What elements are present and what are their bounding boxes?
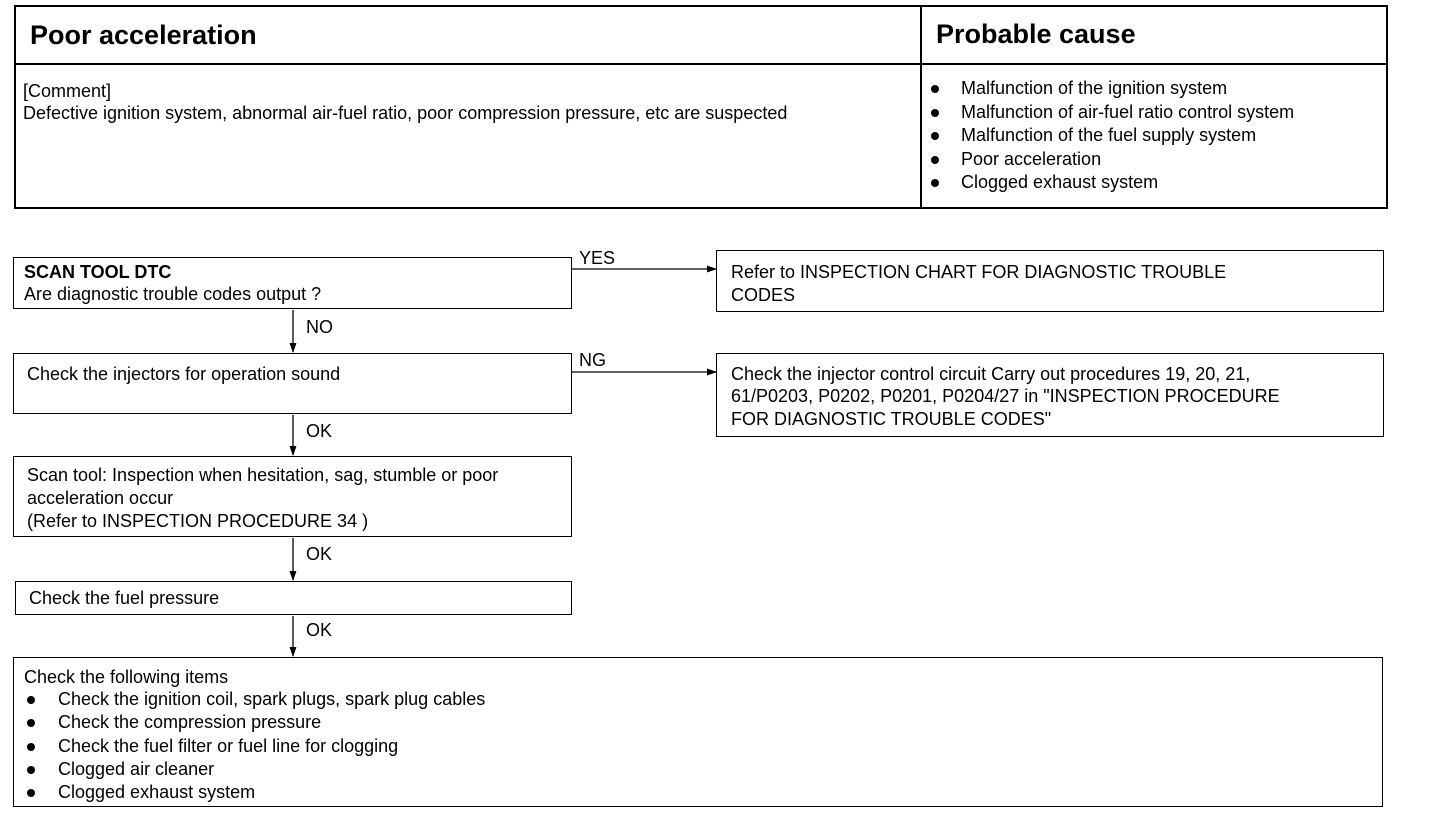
symptom-title: Poor acceleration [30,20,257,50]
probable-cause-title: Probable cause [936,19,1136,49]
step3-line1: Scan tool: Inspection when hesitation, sag, stumble or poor [27,465,499,485]
bullet-icon [27,719,35,727]
step4-text: Check the fuel pressure [29,588,220,608]
dtc-chart-line2: CODES [731,285,796,305]
step1-title: SCAN TOOL DTC [24,262,172,282]
injector-circuit-line3: FOR DIAGNOSTIC TROUBLE CODES" [731,409,1052,429]
list-item: Check the ignition coil, spark plugs, spark plug cables [24,688,485,711]
ok-label-2: OK [306,544,333,564]
comment-label: [Comment] [23,81,112,101]
injector-circuit-line1: Check the injector control circuit Carry out procedures 19, 20, 21, [731,364,1251,384]
step5-title: Check the following items [24,667,229,687]
dtc-chart-line1: Refer to INSPECTION CHART FOR DIAGNOSTIC TROUBLE [731,262,1227,282]
bullet-icon [27,743,35,751]
bullet-icon [27,696,35,704]
no-label: NO [306,317,333,337]
cause-item: Poor acceleration [928,148,1294,172]
step2-text: Check the injectors for operation sound [27,364,341,384]
ok-label-3: OK [306,620,333,640]
ng-label: NG [579,350,606,370]
yes-label: YES [579,248,616,268]
cause-item: Malfunction of the ignition system [928,77,1294,101]
check-items-list [24,688,485,804]
bullet-icon [27,766,35,774]
bullet-icon [27,789,35,797]
cause-item: Clogged exhaust system [928,171,1294,195]
list-item: Clogged air cleaner [24,758,485,781]
comment-text: Defective ignition system, abnormal air-fuel ratio, poor compression pressure, etc are suspected [23,103,788,123]
list-item: Clogged exhaust system [24,781,485,804]
cause-item: Malfunction of the fuel supply system [928,124,1294,148]
step3-line3: (Refer to INSPECTION PROCEDURE 34 ) [27,511,369,531]
list-item: Check the fuel filter or fuel line for clogging [24,735,485,758]
list-item: Check the compression pressure [24,711,485,734]
ok-label-1: OK [306,421,333,441]
step1-question: Are diagnostic trouble codes output ? [24,284,322,304]
injector-circuit-line2: 61/P0203, P0202, P0201, P0204/27 in "INSPECTION PROCEDURE [731,386,1280,406]
cause-item: Malfunction of air-fuel ratio control system [928,101,1294,125]
step3-line2: acceleration occur [27,488,174,508]
